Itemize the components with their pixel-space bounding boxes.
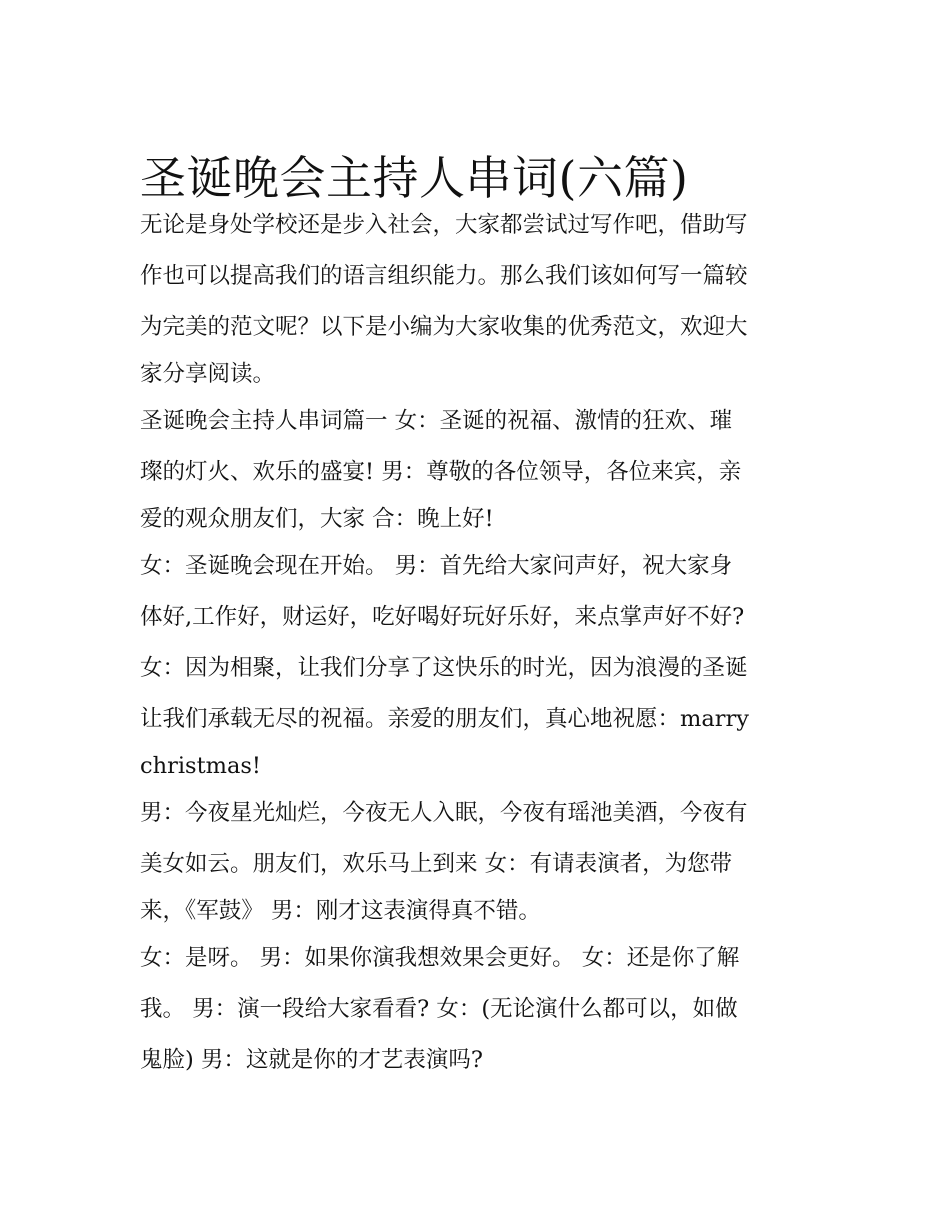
text-line: 家分享阅读。	[140, 361, 276, 387]
document-body	[140, 200, 820, 1086]
paragraph-start	[140, 541, 820, 788]
text-line: 女：是呀。 男：如果你演我想效果会更好。 女：还是你了解	[140, 945, 740, 971]
text-line: 为完美的范文呢？以下是小编为大家收集的优秀范文，欢迎大	[140, 314, 748, 340]
text-line: 圣诞晚会主持人串词篇一 女：圣诞的祝福、激情的狂欢、璀	[140, 408, 733, 434]
text-line: 女：圣诞晚会现在开始。 男：首先给大家问声好，祝大家身	[140, 553, 733, 579]
text-line: 我。 男：演一段给大家看看? 女：(无论演什么都可以，如做	[140, 996, 738, 1022]
text-line: 体好,工作好，财运好，吃好喝好玩好乐好，来点掌声好不好?	[140, 604, 745, 630]
text-line: 让我们承载无尽的祝福。亲爱的朋友们，真心地祝愿：marry	[140, 706, 749, 732]
text-line: 无论是身处学校还是步入社会，大家都尝试过写作吧，借助写	[140, 212, 748, 238]
paragraph-opening	[140, 396, 820, 541]
text-line: 璨的灯火、欢乐的盛宴! 男：尊敬的各位领导，各位来宾，亲	[140, 459, 742, 485]
text-line: 爱的观众朋友们，大家 合：晚上好!	[140, 506, 494, 532]
text-line: 女：因为相聚，让我们分享了这快乐的时光，因为浪漫的圣诞	[140, 655, 748, 681]
text-line: 男：今夜星光灿烂，今夜无人入眠，今夜有瑶池美酒，今夜有	[140, 800, 748, 826]
text-line: christmas!	[140, 753, 261, 779]
text-line: 来，《军鼓》 男：刚才这表演得真不错。	[140, 898, 541, 924]
paragraph-starlight	[140, 788, 820, 933]
paragraph-performance	[140, 933, 820, 1086]
text-line: 美女如云。朋友们，欢乐马上到来 女：有请表演者，为您带	[140, 851, 733, 877]
paragraph-intro	[140, 200, 820, 396]
text-line: 鬼脸) 男：这就是你的才艺表演吗?	[140, 1047, 483, 1073]
text-line: 作也可以提高我们的语言组织能力。那么我们该如何写一篇较	[140, 263, 748, 289]
document-title: 圣诞晚会主持人串词(六篇)	[140, 150, 689, 205]
